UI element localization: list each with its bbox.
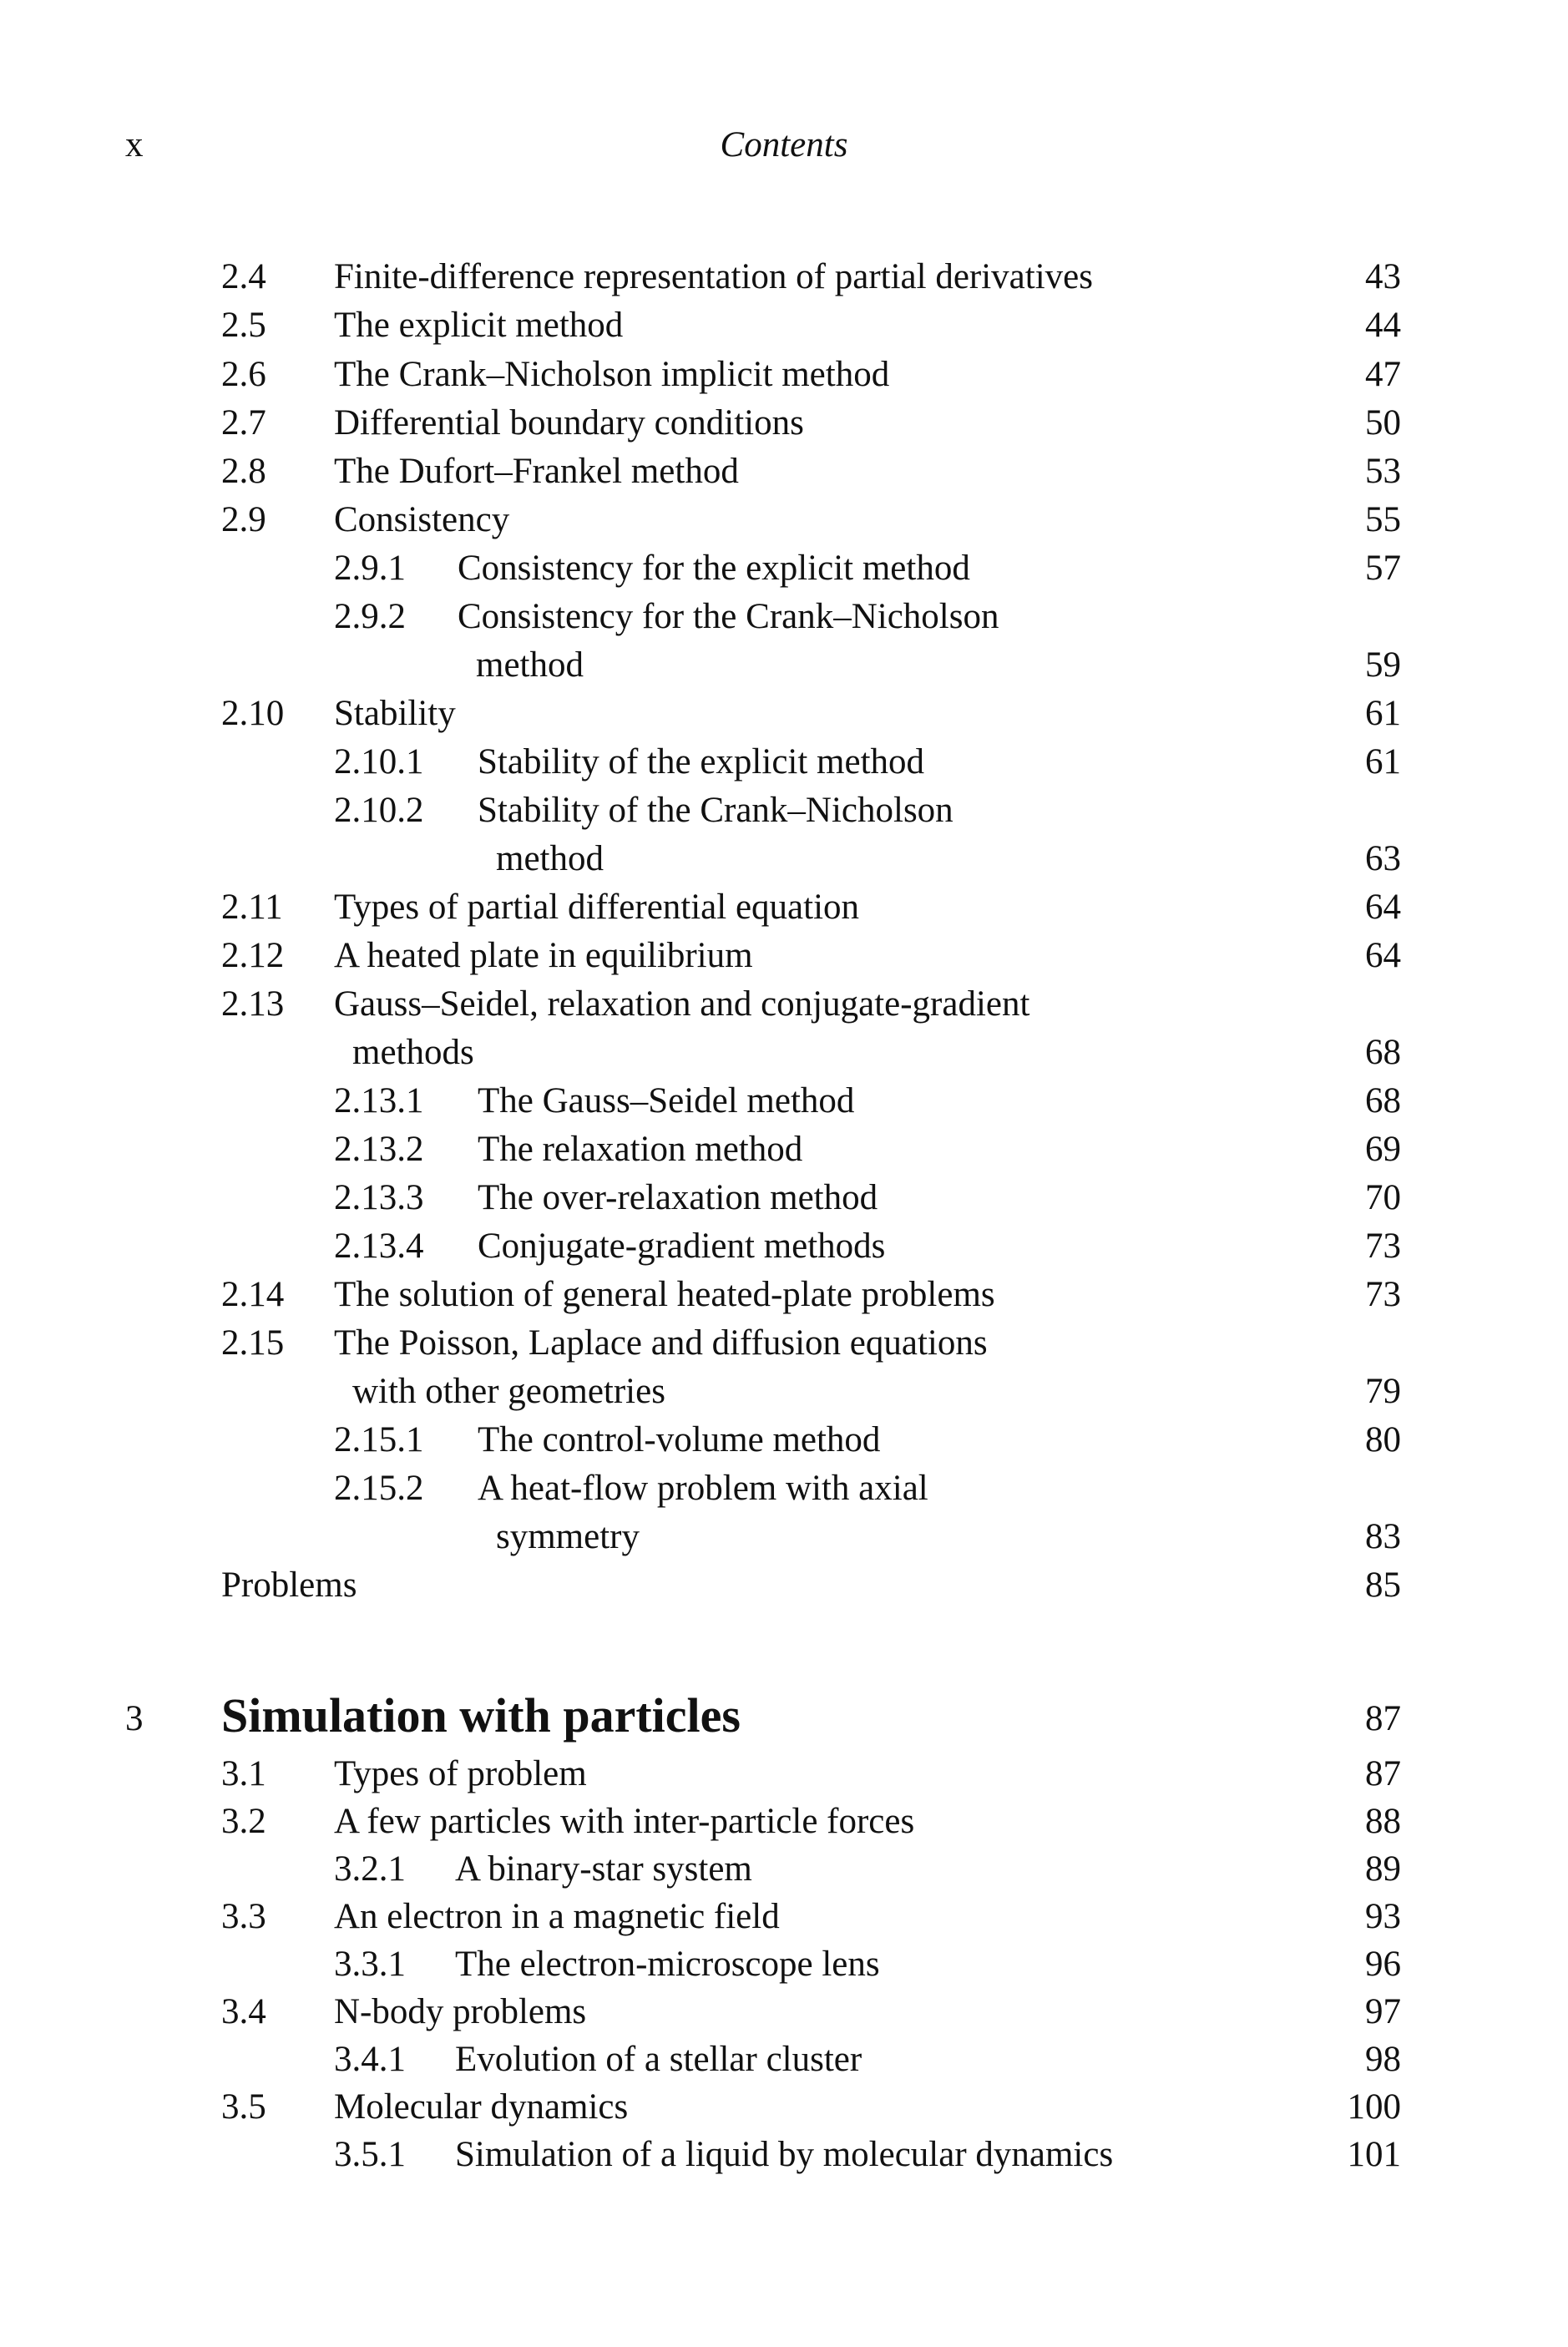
section-number: 2.13.4 — [334, 1227, 424, 1266]
section-title: Types of partial differential equation — [334, 888, 860, 927]
section-title: Evolution of a stellar cluster — [455, 2040, 862, 2079]
section-title: symmetry — [496, 1517, 640, 1556]
section-number: 2.9.2 — [334, 597, 406, 636]
toc-entry — [0, 2131, 1568, 2179]
section-title: A binary-star system — [455, 1849, 752, 1889]
toc-entry — [0, 738, 1568, 787]
page-ref: 73 — [1365, 1275, 1401, 1314]
page-ref: 64 — [1365, 936, 1401, 975]
section-title: method — [496, 839, 604, 878]
toc-entry — [0, 932, 1568, 980]
page-ref: 47 — [1365, 355, 1401, 394]
section-number: 3.3 — [221, 1897, 266, 1936]
toc-entry — [0, 1988, 1568, 2036]
section-number: 2.4 — [221, 257, 266, 296]
toc-entry — [0, 593, 1568, 641]
section-number: 2.10 — [221, 694, 285, 733]
section-title: Simulation of a liquid by molecular dynamics — [455, 2135, 1114, 2174]
section-title: with other geometries — [352, 1372, 665, 1411]
toc-entry — [0, 1561, 1568, 1610]
toc-entry — [0, 1319, 1568, 1368]
page-ref: 53 — [1365, 452, 1401, 491]
page-ref: 61 — [1365, 742, 1401, 781]
toc-entry — [0, 351, 1568, 399]
section-number: 2.15.1 — [334, 1420, 424, 1459]
section-title: The Dufort–Frankel method — [334, 452, 739, 491]
section-title: Consistency for the Crank–Nicholson — [458, 597, 999, 636]
section-number: 2.15 — [221, 1323, 285, 1363]
section-title: Stability of the explicit method — [478, 742, 925, 781]
section-title: Stability of the Crank–Nicholson — [478, 791, 953, 830]
page-ref: 43 — [1365, 257, 1401, 296]
toc-entry — [0, 787, 1568, 835]
toc-entry — [0, 641, 1568, 690]
page-ref: 59 — [1365, 645, 1401, 685]
page-ref: 61 — [1365, 694, 1401, 733]
toc-entry — [0, 1222, 1568, 1271]
section-number: 2.8 — [221, 452, 266, 491]
section-number: 3.5 — [221, 2087, 266, 2127]
page-ref: 80 — [1365, 1420, 1401, 1459]
page-ref: 96 — [1365, 1945, 1401, 1984]
section-number: 3.5.1 — [334, 2135, 406, 2174]
toc-entry — [0, 1940, 1568, 1989]
page-ref: 83 — [1365, 1517, 1401, 1556]
toc-entry — [0, 1893, 1568, 1941]
section-number: 2.6 — [221, 355, 266, 394]
section-number: 2.13.2 — [334, 1130, 424, 1169]
toc-entry — [0, 544, 1568, 593]
section-title: Finite-difference representation of partial derivatives — [334, 257, 1093, 296]
section-title: The control-volume method — [478, 1420, 881, 1459]
page-ref: 50 — [1365, 403, 1401, 443]
section-number: 2.14 — [221, 1275, 285, 1314]
section-title: Problems — [221, 1566, 357, 1605]
section-title: The Gauss–Seidel method — [478, 1081, 855, 1120]
page-ref: 98 — [1365, 2040, 1401, 2079]
page-ref: 44 — [1365, 306, 1401, 345]
section-title: An electron in a magnetic field — [334, 1897, 780, 1936]
page-ref: 101 — [1347, 2135, 1401, 2174]
toc-entry — [0, 1368, 1568, 1416]
page-ref: 73 — [1365, 1227, 1401, 1266]
toc-entry — [0, 1029, 1568, 1077]
page-ref: 89 — [1365, 1849, 1401, 1889]
toc-entry — [0, 253, 1568, 301]
page-ref: 93 — [1365, 1897, 1401, 1936]
section-title: The solution of general heated-plate problems — [334, 1275, 995, 1314]
section-title: Conjugate-gradient methods — [478, 1227, 886, 1266]
toc-entry — [0, 1077, 1568, 1125]
section-number: 2.13 — [221, 984, 285, 1024]
toc-entry — [0, 2036, 1568, 2084]
section-title: Differential boundary conditions — [334, 403, 804, 443]
section-number: 3.4 — [221, 1992, 266, 2031]
section-number: 3.1 — [221, 1754, 266, 1793]
toc-entry — [0, 1271, 1568, 1319]
chapter-number: 3 — [125, 1699, 144, 1738]
section-title: methods — [352, 1033, 474, 1072]
section-title: A few particles with inter-particle forces — [334, 1802, 915, 1841]
toc-entry — [0, 301, 1568, 350]
section-title: Stability — [334, 694, 456, 733]
section-number: 2.5 — [221, 306, 266, 345]
section-title: A heat-flow problem with axial — [478, 1469, 928, 1508]
toc-entry — [0, 448, 1568, 496]
toc-entry — [0, 883, 1568, 932]
section-number: 2.9 — [221, 500, 266, 539]
section-title: Molecular dynamics — [334, 2087, 629, 2127]
section-title: Consistency — [334, 500, 510, 539]
section-number: 2.13.1 — [334, 1081, 424, 1120]
section-title: method — [476, 645, 584, 685]
toc-entry — [0, 1416, 1568, 1464]
section-title: The relaxation method — [478, 1130, 803, 1169]
page-ref: 100 — [1347, 2087, 1401, 2127]
section-number: 3.3.1 — [334, 1945, 406, 1984]
page-ref: 57 — [1365, 549, 1401, 588]
section-number: 2.10.1 — [334, 742, 424, 781]
page-ref: 68 — [1365, 1081, 1401, 1120]
toc-entry — [0, 690, 1568, 738]
page-ref: 87 — [1365, 1699, 1401, 1738]
page-ref: 79 — [1365, 1372, 1401, 1411]
section-number: 2.10.2 — [334, 791, 424, 830]
chapter-entry — [0, 1688, 1568, 1743]
page-ref: 70 — [1365, 1178, 1401, 1217]
page-number: x — [125, 125, 144, 164]
toc-entry — [0, 496, 1568, 544]
page-ref: 85 — [1365, 1566, 1401, 1605]
section-number: 2.7 — [221, 403, 266, 443]
toc-entry — [0, 1513, 1568, 1561]
section-number: 2.15.2 — [334, 1469, 424, 1508]
toc-entry — [0, 1750, 1568, 1798]
page-ref: 87 — [1365, 1754, 1401, 1793]
chapter-title: Simulation with particles — [221, 1688, 741, 1743]
section-title: The electron-microscope lens — [455, 1945, 880, 1984]
section-number: 2.13.3 — [334, 1178, 424, 1217]
page-ref: 55 — [1365, 500, 1401, 539]
section-number: 3.2.1 — [334, 1849, 406, 1889]
section-number: 2.12 — [221, 936, 285, 975]
running-head: Contents — [720, 125, 848, 164]
toc-entry — [0, 399, 1568, 448]
section-title: Consistency for the explicit method — [458, 549, 970, 588]
section-title: The over-relaxation method — [478, 1178, 878, 1217]
section-number: 2.9.1 — [334, 549, 406, 588]
toc-entry — [0, 980, 1568, 1029]
toc-entry — [0, 1798, 1568, 1846]
page-ref: 97 — [1365, 1992, 1401, 2031]
page-ref: 68 — [1365, 1033, 1401, 1072]
page-ref: 63 — [1365, 839, 1401, 878]
section-number: 3.4.1 — [334, 2040, 406, 2079]
section-title: Types of problem — [334, 1754, 587, 1793]
section-title: A heated plate in equilibrium — [334, 936, 753, 975]
toc-entry — [0, 1464, 1568, 1513]
toc-entry — [0, 1845, 1568, 1894]
section-number: 2.11 — [221, 888, 283, 927]
page-ref: 88 — [1365, 1802, 1401, 1841]
toc-entry — [0, 835, 1568, 883]
toc-entry — [0, 1174, 1568, 1222]
section-title: The Poisson, Laplace and diffusion equations — [334, 1323, 988, 1363]
section-number: 3.2 — [221, 1802, 266, 1841]
toc-entry — [0, 1125, 1568, 1174]
section-title: Gauss–Seidel, relaxation and conjugate-gradient — [334, 984, 1030, 1024]
page-ref: 69 — [1365, 1130, 1401, 1169]
section-title: The Crank–Nicholson implicit method — [334, 355, 890, 394]
section-title: The explicit method — [334, 306, 624, 345]
page-ref: 64 — [1365, 888, 1401, 927]
toc-entry — [0, 2083, 1568, 2132]
section-title: N-body problems — [334, 1992, 587, 2031]
